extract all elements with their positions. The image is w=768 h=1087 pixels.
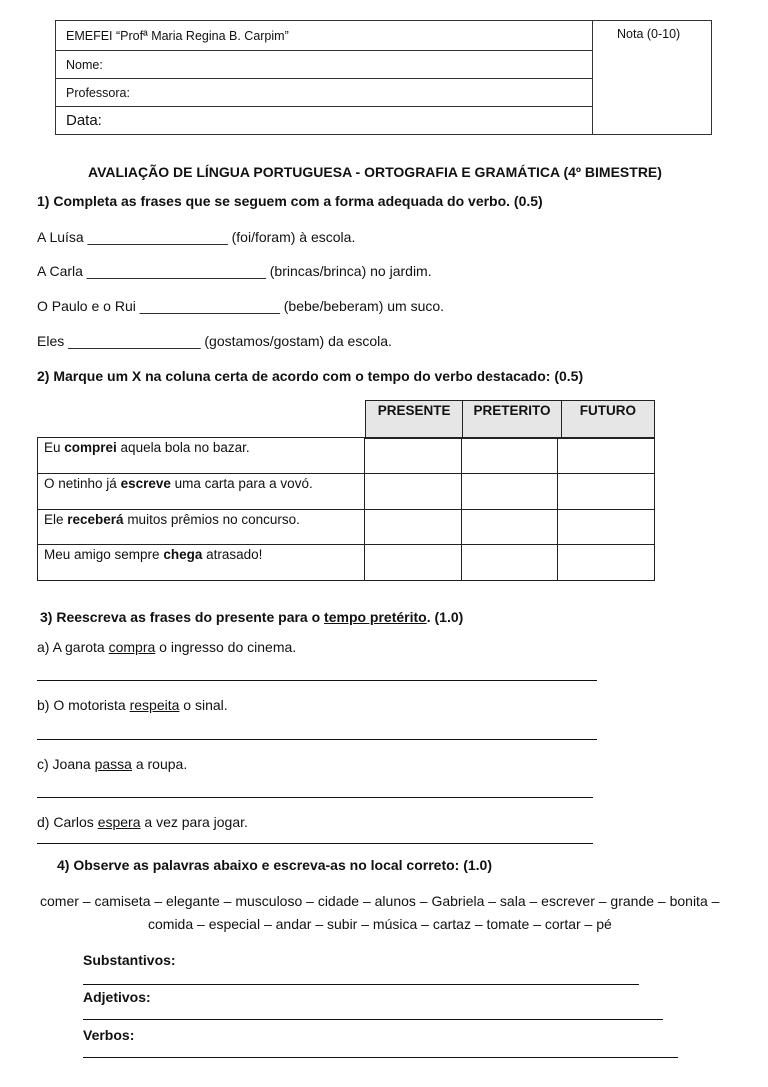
- answer-cell[interactable]: [461, 438, 558, 474]
- page-title: AVALIAÇÃO DE LÍNGUA PORTUGUESA - ORTOGRAFIA E GRAMÁTICA (4º BIMESTRE): [88, 164, 662, 180]
- teacher-field[interactable]: Professora:: [56, 79, 593, 107]
- q4-heading: 4) Observe as palavras abaixo e escreva-as no local correto: (1.0): [57, 857, 492, 873]
- answer-cell[interactable]: [461, 545, 558, 581]
- category-verbos: Verbos:: [83, 1027, 135, 1043]
- col-preterito: PRETERITO: [463, 401, 561, 439]
- date-field[interactable]: Data:: [56, 107, 593, 135]
- table-row-sentence: Eu comprei aquela bola no bazar.: [38, 438, 365, 474]
- category-adjetivos: Adjetivos:: [83, 989, 151, 1005]
- q1-item[interactable]: Eles _________________ (gostamos/gostam) da escola.: [37, 333, 392, 349]
- header-table: [55, 20, 712, 135]
- answer-line[interactable]: [83, 1019, 663, 1020]
- q1-item[interactable]: O Paulo e o Rui __________________ (bebe/beberam) um suco.: [37, 298, 445, 314]
- q3-item-d: d) Carlos espera a vez para jogar.: [37, 814, 248, 830]
- answer-cell[interactable]: [365, 438, 462, 474]
- answer-line[interactable]: [83, 984, 639, 985]
- answer-cell[interactable]: [461, 474, 558, 510]
- table-row-sentence: O netinho já escreve uma carta para a vovó.: [38, 474, 365, 510]
- q3-heading: 3) Reescreva as frases do presente para o tempo pretérito. (1.0): [40, 609, 464, 625]
- answer-cell[interactable]: [558, 474, 655, 510]
- answer-line[interactable]: [37, 739, 597, 740]
- grade-label: Nota (0-10): [617, 27, 681, 41]
- category-substantivos: Substantivos:: [83, 952, 176, 968]
- answer-cell[interactable]: [558, 438, 655, 474]
- answer-line[interactable]: [37, 843, 593, 844]
- verb-tense-rows: [37, 437, 655, 581]
- answer-cell[interactable]: [365, 474, 462, 510]
- answer-line[interactable]: [37, 797, 593, 798]
- answer-line[interactable]: [83, 1057, 678, 1058]
- school-name: EMEFEI “Profª Maria Regina B. Carpim”: [56, 21, 593, 51]
- q1-heading: 1) Completa as frases que se seguem com a forma adequada do verbo. (0.5): [37, 193, 543, 209]
- col-futuro: FUTURO: [561, 401, 654, 439]
- word-list-line1: comer – camiseta – elegante – musculoso – cidade – alunos – Gabriela – sala – escrever – grande – bonita –: [40, 893, 720, 909]
- col-presente: PRESENTE: [366, 401, 463, 439]
- answer-cell[interactable]: [461, 510, 558, 545]
- verb-tense-table: [365, 400, 655, 439]
- q3-item-a: a) A garota compra o ingresso do cinema.: [37, 639, 297, 655]
- answer-cell[interactable]: [558, 510, 655, 545]
- answer-cell[interactable]: [558, 545, 655, 581]
- name-field[interactable]: Nome:: [56, 51, 593, 79]
- q2-heading: 2) Marque um X na coluna certa de acordo com o tempo do verbo destacado: (0.5): [37, 368, 584, 384]
- q3-item-c: c) Joana passa a roupa.: [37, 756, 188, 772]
- answer-cell[interactable]: [365, 545, 462, 581]
- q1-item[interactable]: A Luísa __________________ (foi/foram) à escola.: [37, 229, 356, 245]
- table-row-sentence: Ele receberá muitos prêmios no concurso.: [38, 510, 365, 545]
- answer-line[interactable]: [37, 680, 597, 681]
- table-row-sentence: Meu amigo sempre chega atrasado!: [38, 545, 365, 581]
- word-list-line2: comida – especial – andar – subir – música – cartaz – tomate – cortar – pé: [148, 916, 612, 932]
- grade-box[interactable]: [593, 21, 712, 135]
- q3-item-b: b) O motorista respeita o sinal.: [37, 697, 228, 713]
- answer-cell[interactable]: [365, 510, 462, 545]
- q1-item[interactable]: A Carla _______________________ (brincas/brinca) no jardim.: [37, 263, 432, 279]
